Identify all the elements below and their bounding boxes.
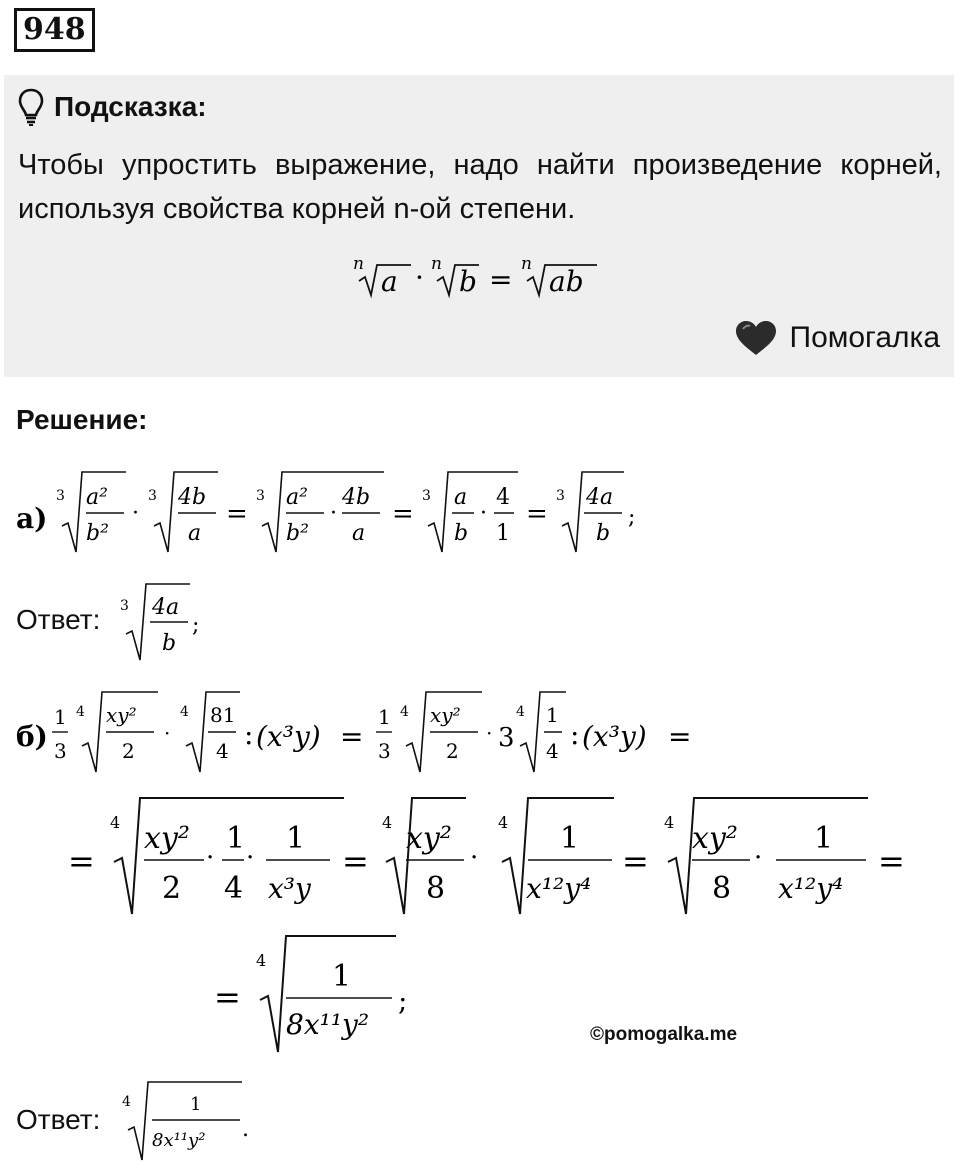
heart-icon [734,319,778,357]
svg-text:1: 1 [546,703,559,727]
svg-text:3: 3 [148,488,157,504]
part-a-answer [116,580,216,666]
part-b-line3 [212,930,432,1058]
part-a-answer-label-box [16,604,100,636]
svg-text:xy²: xy² [406,821,452,856]
svg-text:=: = [68,842,95,880]
svg-text:·: · [754,843,763,873]
svg-text:xy²: xy² [106,703,137,727]
svg-text:4: 4 [110,813,121,832]
svg-text:;: ; [628,505,636,530]
svg-text:=: = [489,263,513,296]
svg-text:=: = [340,720,364,753]
svg-text:8: 8 [426,871,446,906]
svg-text:·: · [415,261,424,294]
svg-text:3: 3 [378,739,391,763]
svg-text:4: 4 [224,871,244,906]
svg-text:;: ; [192,613,200,638]
svg-text:.: . [242,1117,249,1142]
hint-formula-svg [349,253,609,299]
svg-text:(x³y): (x³y) [582,720,647,753]
svg-text:b: b [596,521,611,546]
svg-text:b: b [454,521,469,546]
hint-box [4,75,954,377]
svg-text:n: n [353,254,364,274]
part-a-answer-label: Ответ: [16,604,101,635]
svg-text:1: 1 [286,821,306,856]
svg-text:=: = [214,978,241,1016]
svg-text:4: 4 [382,813,393,832]
hint-formula [4,253,954,307]
svg-text:3: 3 [120,598,129,614]
svg-text:4: 4 [516,704,525,720]
svg-text:4: 4 [664,813,675,832]
watermark: ©pomogalka.me [590,1024,738,1045]
svg-text::: : [570,718,580,751]
svg-text:a²: a² [286,485,308,510]
svg-text:4: 4 [122,1094,131,1110]
svg-text:=: = [668,720,692,753]
svg-text:x³y: x³y [268,872,311,905]
svg-text:·: · [330,501,337,526]
svg-text:b: b [162,631,177,656]
svg-text:n: n [431,254,442,274]
svg-text:=: = [392,499,414,529]
svg-text:(x³y): (x³y) [256,720,321,753]
svg-text:3: 3 [498,723,515,753]
svg-text::: : [244,718,254,751]
svg-text:1: 1 [560,821,580,856]
svg-text:4: 4 [546,739,559,763]
solution-title: Решение: [16,404,148,435]
svg-text:xy²: xy² [144,821,190,856]
svg-text:4: 4 [180,704,189,720]
svg-text:=: = [622,842,649,880]
svg-text:a: a [352,521,366,546]
brand [734,319,941,357]
svg-text:b²: b² [286,521,309,546]
hint-text: Чтобы упростить выражение, надо найти произведение корней, используя свойства корней n-ой степени. [18,149,942,225]
svg-text:4b: 4b [342,485,371,510]
svg-text:3: 3 [56,488,65,504]
part-b-answer-label-box [16,1104,100,1136]
svg-text:1: 1 [190,1094,202,1115]
svg-text:;: ; [398,984,408,1017]
part-b-answer [118,1078,268,1164]
svg-text:1: 1 [54,705,67,729]
svg-text:·: · [132,501,139,526]
svg-text:1: 1 [332,959,352,994]
hint-title-text: Подсказка: [54,91,207,122]
svg-text:3: 3 [256,488,265,504]
svg-text:ab: ab [549,265,584,298]
svg-text:3: 3 [422,488,431,504]
svg-text:xy²: xy² [692,821,738,856]
problem-number: 948 [14,8,95,52]
svg-text:·: · [206,843,215,873]
svg-text:b²: b² [86,521,109,546]
svg-text:2: 2 [162,871,182,906]
svg-text:a: a [454,485,468,510]
part-b-line1 [14,686,774,782]
svg-text:n: n [521,254,532,274]
svg-text:3: 3 [54,739,67,763]
svg-text:4: 4 [256,951,267,970]
brand-name: Помогалка [789,321,940,354]
svg-text:=: = [526,499,548,529]
part-a-label: а) [16,502,48,535]
svg-text:2: 2 [122,739,135,763]
svg-text:2: 2 [446,739,459,763]
svg-text:4: 4 [400,704,409,720]
svg-text:a: a [188,521,202,546]
svg-text:·: · [246,843,255,873]
svg-text:x¹²y⁴: x¹²y⁴ [526,872,592,905]
svg-text:=: = [226,499,248,529]
svg-text:·: · [486,721,493,745]
svg-text:4: 4 [76,704,85,720]
svg-text:8: 8 [712,871,732,906]
svg-text:8x¹¹y²: 8x¹¹y² [286,1008,370,1041]
svg-text:·: · [164,721,171,745]
svg-text:·: · [480,501,487,526]
svg-text:3: 3 [556,488,565,504]
svg-text:4: 4 [496,485,510,510]
svg-text:8x¹¹y²: 8x¹¹y² [152,1130,206,1151]
svg-text:a²: a² [86,485,108,510]
part-b-answer-label: Ответ: [16,1104,101,1135]
svg-text:4: 4 [216,739,229,763]
lightbulb-icon [18,88,44,126]
svg-text:4a: 4a [152,595,180,620]
svg-text:4: 4 [498,813,509,832]
svg-text:=: = [342,842,369,880]
svg-text:=: = [878,842,905,880]
svg-text:81: 81 [210,703,236,727]
part-b-line2 [66,792,926,920]
svg-text:x¹²y⁴: x¹²y⁴ [778,872,844,905]
svg-text:1: 1 [814,821,834,856]
svg-text:·: · [470,843,479,873]
part-a-expression [14,466,654,562]
svg-text:4a: 4a [586,485,614,510]
svg-text:1: 1 [496,521,510,546]
svg-text:1: 1 [378,705,391,729]
part-b-label: б) [16,720,48,753]
svg-text:xy²: xy² [430,703,461,727]
svg-text:4b: 4b [178,485,207,510]
svg-text:1: 1 [226,821,246,856]
svg-text:b: b [459,265,477,298]
svg-text:a: a [381,265,398,298]
hint-title [18,87,207,127]
